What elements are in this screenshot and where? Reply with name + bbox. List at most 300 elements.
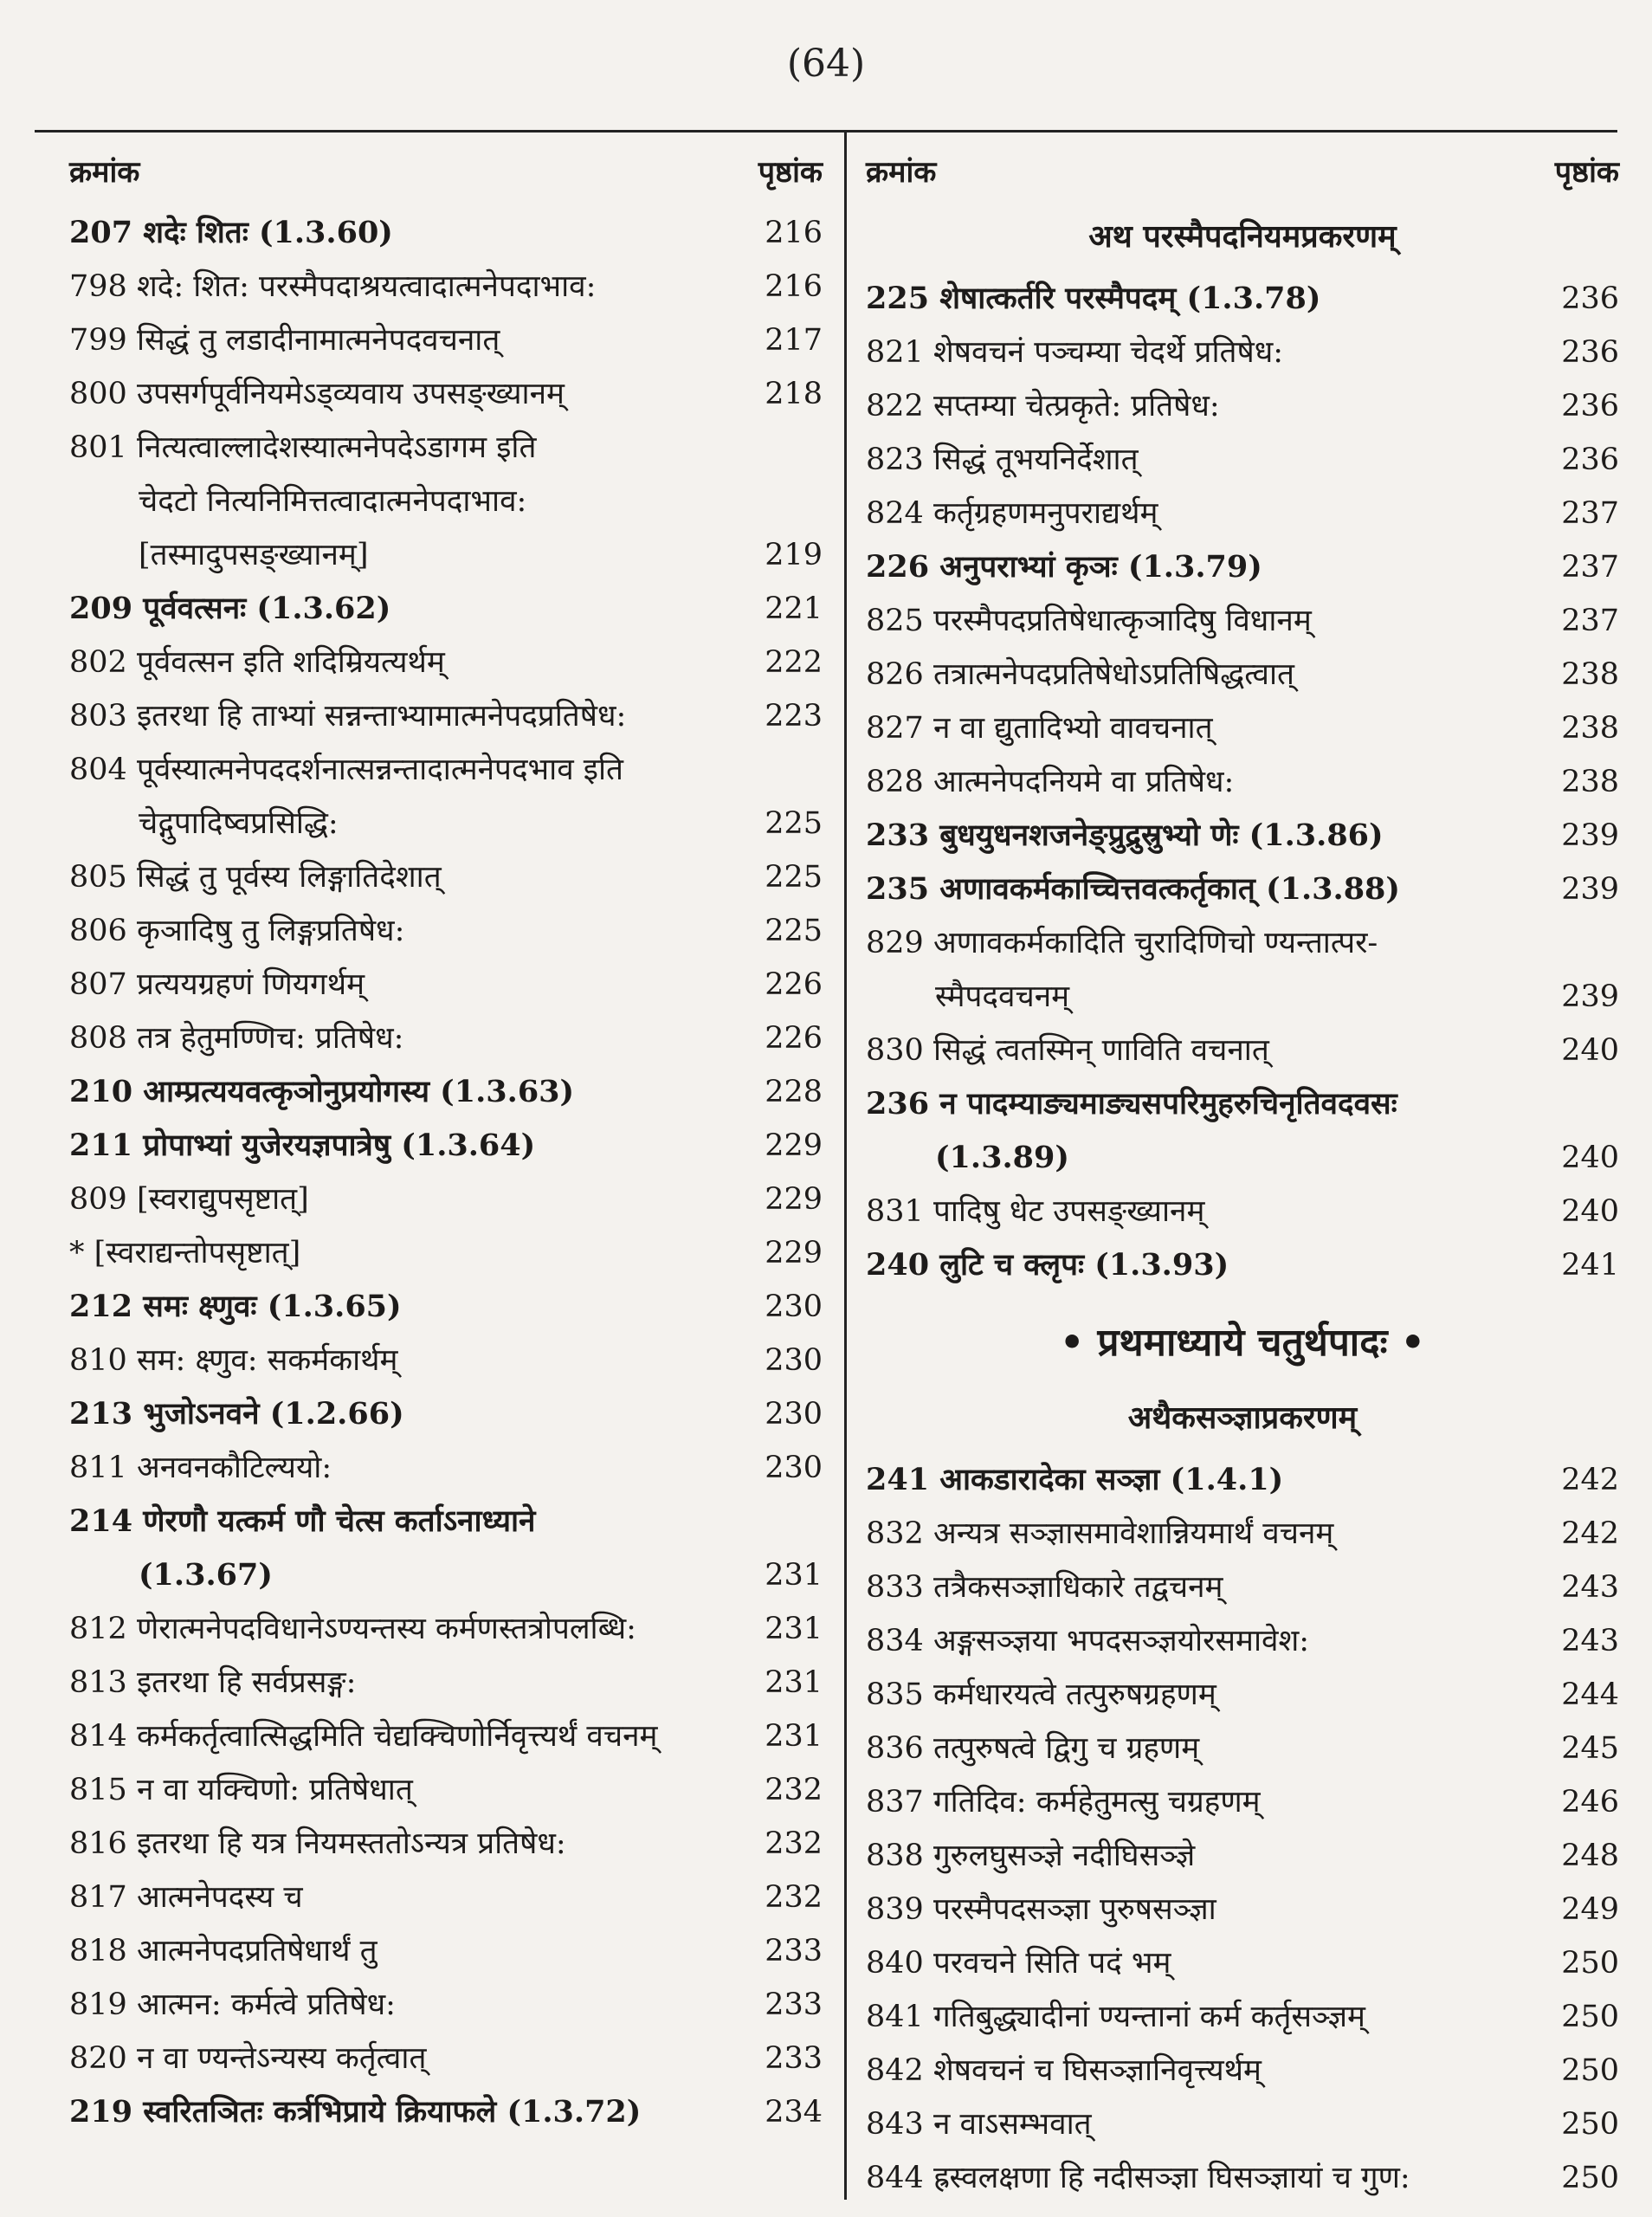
entry-title: समः क्ष्णुवः (1.3.65) — [143, 1289, 402, 1324]
entry-page: 238 — [1561, 657, 1619, 692]
entry-page: 223 — [765, 699, 823, 734]
entry-title: शेषवचनं च घिसञ्ज्ञानिवृत्त्यर्थम् — [932, 2053, 1262, 2088]
entry-page: 226 — [765, 1021, 823, 1056]
entry-text — [866, 2097, 1550, 2151]
entry-page: 243 — [1561, 1570, 1619, 1605]
index-entry — [69, 313, 823, 367]
section-heading: अथ परस्मैपदनियमप्रकरणम् — [1088, 218, 1397, 255]
entry-text — [866, 1453, 1550, 1507]
entry-number: 811 — [69, 1451, 127, 1485]
entry-number: 806 — [69, 914, 127, 948]
index-entry — [69, 421, 823, 582]
entry-number: 804 — [69, 753, 127, 787]
index-entry — [866, 1024, 1619, 1077]
entry-page: 238 — [1561, 765, 1619, 799]
entry-page: 249 — [1561, 1892, 1619, 1927]
entry-number: 214 — [69, 1503, 133, 1539]
entry-number: 839 — [866, 1892, 924, 1927]
index-entry — [866, 1614, 1619, 1668]
index-entry — [866, 594, 1619, 648]
entry-title: अन्यत्र सञ्ज्ञासमावेशान्नियमार्थं वचनम् — [932, 1516, 1334, 1551]
entry-page: 237 — [1561, 550, 1619, 585]
index-entry — [866, 1507, 1619, 1561]
entry-title: सम: क्ष्णुव: सकर्मकार्थम् — [136, 1343, 398, 1378]
entry-number: 236 — [866, 1086, 930, 1121]
entry-text — [866, 863, 1550, 916]
entry-title: बुधयुधनशजनेङ्प्रुद्रुस्रुभ्यो णेः (1.3.86) — [939, 818, 1384, 853]
index-entry — [69, 1173, 823, 1226]
index-entry — [866, 379, 1619, 433]
entry-text — [69, 743, 753, 850]
entry-page: 243 — [1561, 1624, 1619, 1658]
entry-text — [866, 1829, 1550, 1883]
entry-continuation: स्मैपदवचनम् — [935, 979, 1070, 1014]
entry-number: 836 — [866, 1731, 924, 1766]
index-entry — [69, 1871, 823, 1924]
entry-page: 230 — [765, 1451, 823, 1485]
entry-title: इतरथा हि सर्वप्रसङ्ग: — [136, 1665, 357, 1700]
page-number: (64) — [786, 42, 866, 86]
entry-page: 237 — [1561, 604, 1619, 638]
entry-continuation: चेद्गुपादिष्वप्रसिद्धि: — [139, 806, 339, 841]
left-column-header — [69, 147, 823, 197]
index-entry — [69, 206, 823, 260]
page-heading: पृष्ठांक — [1554, 155, 1619, 190]
entry-text — [69, 582, 753, 636]
index-entry — [69, 1334, 823, 1387]
entry-number: 211 — [69, 1128, 133, 1163]
entry-title: तत्र हेतुमण्णिच: प्रतिषेध: — [136, 1021, 404, 1056]
index-entry — [69, 1817, 823, 1871]
entry-title: नित्यत्वाल्लादेशस्यात्मनेपदेऽडागम इति — [136, 430, 537, 465]
entry-title: अनुपराभ्यां कृञः (1.3.79) — [939, 549, 1262, 585]
top-rule — [35, 130, 1617, 133]
entry-number: 210 — [69, 1074, 133, 1109]
entry-text — [866, 809, 1550, 863]
entry-page: 236 — [1561, 443, 1619, 477]
entry-text — [866, 916, 1550, 1024]
column-divider — [844, 130, 847, 2200]
entry-title: अणावकर्मकाच्चित्तवत्कर्तृकात् (1.3.88) — [939, 871, 1400, 907]
entry-page: 242 — [1561, 1516, 1619, 1551]
entry-number: 802 — [69, 645, 127, 680]
entry-number: 807 — [69, 967, 127, 1002]
entry-title: सिद्धं त्वतस्मिन् णाविति वचनात् — [932, 1033, 1269, 1068]
entry-number: 818 — [69, 1934, 127, 1968]
entry-number: 812 — [69, 1612, 127, 1646]
entry-page: 231 — [765, 1558, 823, 1593]
entry-page: 228 — [765, 1075, 823, 1109]
entry-title: परस्मैपदप्रतिषेधात्कृञादिषु विधानम् — [932, 604, 1312, 638]
entry-text — [866, 701, 1550, 755]
entry-number: 816 — [69, 1826, 127, 1861]
index-entry — [866, 326, 1619, 379]
index-entry — [69, 958, 823, 1012]
entry-page: 244 — [1561, 1677, 1619, 1712]
entry-number: 844 — [866, 2161, 924, 2195]
entry-title: शेषवचनं पञ्चम्या चेदर्थे प्रतिषेध: — [932, 335, 1284, 370]
entry-text — [69, 636, 753, 689]
entry-text — [866, 326, 1550, 379]
entry-page: 250 — [1561, 2000, 1619, 2034]
entry-page: 222 — [765, 645, 823, 680]
entry-title: न पादम्याङ्यमाङ्यसपरिमुहरुचिनृतिवदवसः — [939, 1086, 1397, 1121]
entry-page: 230 — [765, 1343, 823, 1378]
entry-continuation: [तस्मादुपसङ्ख्यानम्] — [139, 538, 369, 572]
entry-title: आत्मनेपदस्य च — [136, 1880, 303, 1915]
entry-title: कृञादिषु तु लिङ्गप्रतिषेध: — [136, 914, 405, 948]
entry-page: 233 — [765, 1934, 823, 1968]
index-entry — [69, 582, 823, 636]
entry-title: तत्रैकसञ्ज्ञाधिकारे तद्वचनम् — [932, 1570, 1223, 1605]
entry-text — [866, 1883, 1550, 1936]
index-entry — [866, 433, 1619, 487]
index-entry — [69, 1763, 823, 1817]
entry-number: 240 — [866, 1247, 930, 1283]
index-entry — [69, 689, 823, 743]
entry-page: 231 — [765, 1719, 823, 1754]
index-entry — [866, 1829, 1619, 1883]
entry-title: पूर्ववत्सन इति शदिम्रियत्यर्थम् — [136, 645, 445, 680]
entry-page: 248 — [1561, 1839, 1619, 1873]
entry-title: तत्पुरुषत्वे द्विगु च ग्रहणम् — [932, 1731, 1200, 1766]
entry-title: परस्मैपदसञ्ज्ञा पुरुषसञ्ज्ञा — [932, 1892, 1216, 1927]
index-entry — [866, 1936, 1619, 1990]
entry-page: 225 — [765, 860, 823, 895]
entry-title: उपसर्गपूर्वनियमेऽड्व्यवाय उपसङ्ख्यानम् — [136, 377, 565, 411]
entry-continuation: (1.3.67) — [139, 1557, 273, 1593]
entry-page: 231 — [765, 1612, 823, 1646]
index-entry — [866, 1883, 1619, 1936]
entry-text — [69, 1602, 753, 1656]
entry-title: [स्वराद्यन्तोपसृष्टात्] — [94, 1236, 301, 1270]
entry-number: 225 — [866, 281, 930, 316]
entry-page: 246 — [1561, 1785, 1619, 1819]
entry-title: ह्रस्वलक्षणा हि नदीसञ्ज्ञा घिसञ्ज्ञायां च गुण: — [932, 2161, 1410, 2195]
entry-title: इतरथा हि यत्र नियमस्ततोऽन्यत्र प्रतिषेध: — [136, 1826, 566, 1861]
entry-title: णेरणौ यत्कर्म णौ चेत्स कर्ताऽनाध्याने — [143, 1503, 536, 1539]
index-entry — [866, 916, 1619, 1024]
entry-text — [866, 379, 1550, 433]
entry-page: 239 — [1561, 818, 1619, 853]
entry-number: 823 — [866, 443, 924, 477]
entry-continuation: चेदटो नित्यनिमित्तत्वादात्मनेपदाभाव: — [139, 484, 527, 519]
right-column-header — [866, 147, 1619, 197]
entry-text — [866, 1614, 1550, 1668]
entry-page: 233 — [765, 2041, 823, 2076]
entry-text — [866, 272, 1550, 326]
index-entry — [69, 2032, 823, 2085]
entry-number: 207 — [69, 215, 133, 250]
entry-number: 798 — [69, 269, 127, 304]
entry-text — [69, 1119, 753, 1173]
entry-title: अणावकर्मकादिति चुरादिणिचो ण्यन्तात्पर- — [932, 926, 1378, 960]
entry-page: 234 — [765, 2095, 823, 2130]
entry-text — [69, 1173, 753, 1226]
entry-title: पूर्ववत्सनः (1.3.62) — [143, 591, 391, 626]
entry-text — [69, 1334, 753, 1387]
entry-text — [69, 313, 753, 367]
entry-page: 236 — [1561, 281, 1619, 316]
entry-text — [866, 1775, 1550, 1829]
index-entry — [69, 743, 823, 850]
index-entry — [69, 1065, 823, 1119]
entry-page: 229 — [765, 1128, 823, 1163]
index-entry — [866, 272, 1619, 326]
entry-text — [69, 1495, 753, 1602]
index-entry — [866, 1668, 1619, 1722]
entry-page: 232 — [765, 1880, 823, 1915]
entry-page: 240 — [1561, 1033, 1619, 1068]
entry-number: 829 — [866, 926, 924, 960]
index-entry — [866, 755, 1619, 809]
entry-title: णेरात्मनेपदविधानेऽण्यन्तस्य कर्मणस्तत्रोपलब्धि: — [136, 1612, 636, 1646]
entry-page: 233 — [765, 1988, 823, 2022]
entry-text — [69, 1817, 753, 1871]
entry-text — [69, 904, 753, 958]
entry-title: आत्मनेपदनियमे वा प्रतिषेध: — [932, 765, 1235, 799]
entry-title: सिद्धं तु लडादीनामात्मनेपदवचनात् — [136, 323, 500, 358]
entry-text — [866, 648, 1550, 701]
entry-text — [69, 1387, 753, 1441]
entry-page: 225 — [765, 806, 823, 841]
entry-title: गुरुलघुसञ्ज्ञे नदीघिसञ्ज्ञे — [932, 1839, 1196, 1873]
entry-number: 832 — [866, 1516, 924, 1551]
entry-number: 822 — [866, 389, 924, 423]
entry-number: 825 — [866, 604, 924, 638]
entry-page: 239 — [1561, 979, 1619, 1014]
entry-number: 803 — [69, 699, 127, 734]
serial-heading: क्रमांक — [866, 155, 937, 190]
index-entry — [866, 1185, 1619, 1238]
entry-number: 814 — [69, 1719, 127, 1754]
entry-title: प्रत्ययग्रहणं णियगर्थम् — [136, 967, 365, 1002]
entry-page: 221 — [765, 591, 823, 626]
index-entry — [69, 260, 823, 313]
entry-page: 250 — [1561, 1946, 1619, 1981]
entry-title: कर्तृग्रहणमनुपराद्यर्थम् — [932, 496, 1158, 531]
entry-title: अङ्गसञ्ज्ञया भपदसञ्ज्ञयोरसमावेश: — [932, 1624, 1310, 1658]
index-entry — [69, 2085, 823, 2139]
entry-number: 800 — [69, 377, 127, 411]
entry-title: सिद्धं तूभयनिर्देशात् — [932, 443, 1139, 477]
entry-text — [69, 206, 753, 260]
entry-page: 250 — [1561, 2053, 1619, 2088]
entry-text — [69, 2085, 753, 2139]
index-entry — [866, 487, 1619, 540]
entry-text — [866, 2044, 1550, 2097]
index-entry — [866, 1077, 1619, 1185]
entry-title: आत्मनेपदप्रतिषेधार्थं तु — [136, 1934, 378, 1968]
entry-number: 821 — [866, 335, 924, 370]
index-entry — [69, 1978, 823, 2032]
entry-page: 218 — [765, 377, 823, 411]
entry-text — [69, 367, 753, 421]
entry-text — [866, 594, 1550, 648]
index-entry — [866, 1561, 1619, 1614]
entry-text — [69, 421, 753, 582]
right-column — [866, 147, 1619, 2205]
entry-page: 225 — [765, 914, 823, 948]
entry-title: प्रोपाभ्यां युजेरयज्ञपात्रेषु (1.3.64) — [143, 1128, 536, 1163]
entry-text — [866, 1024, 1550, 1077]
entry-page: 245 — [1561, 1731, 1619, 1766]
index-entry — [69, 1119, 823, 1173]
index-entry — [866, 2097, 1619, 2151]
entry-text — [866, 1561, 1550, 1614]
index-entry — [69, 1441, 823, 1495]
entry-title: आकडारादेका सञ्ज्ञा (1.4.1) — [939, 1462, 1284, 1497]
entry-title: न वाऽसम्भवात् — [932, 2107, 1092, 2142]
entry-number: 831 — [866, 1194, 924, 1229]
entry-page: 238 — [1561, 711, 1619, 746]
entry-title: लुटि च क्लृपः (1.3.93) — [939, 1247, 1229, 1283]
index-entry — [866, 809, 1619, 863]
entry-text — [866, 1185, 1550, 1238]
entry-title: शेषात्कर्तरि परस्मैपदम् (1.3.78) — [939, 281, 1321, 316]
entry-text — [866, 1077, 1550, 1185]
entry-text — [69, 1924, 753, 1978]
entry-number: 828 — [866, 765, 924, 799]
entry-number: 219 — [69, 2094, 133, 2130]
entry-number: 213 — [69, 1396, 133, 1432]
index-entry — [69, 1495, 823, 1602]
entry-page: 230 — [765, 1397, 823, 1432]
entry-text — [866, 433, 1550, 487]
entry-number: 233 — [866, 818, 930, 853]
entry-number: 842 — [866, 2053, 924, 2088]
entry-number: 837 — [866, 1785, 924, 1819]
entry-number: 226 — [866, 549, 930, 585]
entry-number: 827 — [866, 711, 924, 746]
entry-title: अनवनकौटिल्ययो: — [136, 1451, 332, 1485]
index-entry — [69, 1924, 823, 1978]
entry-number: 826 — [866, 657, 924, 692]
page-heading: पृष्ठांक — [758, 155, 823, 190]
index-entry — [866, 540, 1619, 594]
entry-text — [69, 1763, 753, 1817]
index-entry — [866, 863, 1619, 916]
entry-text — [69, 1441, 753, 1495]
entry-text — [69, 1656, 753, 1710]
index-entry — [69, 1710, 823, 1763]
entry-number: 809 — [69, 1182, 127, 1217]
entry-page: 229 — [765, 1236, 823, 1270]
entry-page: 250 — [1561, 2107, 1619, 2142]
index-entry — [866, 1238, 1619, 1292]
entry-continuation: (1.3.89) — [935, 1140, 1069, 1175]
entry-number: 212 — [69, 1289, 133, 1324]
entry-title: पादिषु धेट उपसङ्ख्यानम् — [932, 1194, 1205, 1229]
entry-number: 833 — [866, 1570, 924, 1605]
entry-page: 226 — [765, 967, 823, 1002]
entry-page: 231 — [765, 1665, 823, 1700]
entry-page: 240 — [1561, 1141, 1619, 1175]
entry-number: 840 — [866, 1946, 924, 1981]
index-entry — [69, 636, 823, 689]
entry-number: 235 — [866, 871, 930, 907]
entry-number: 830 — [866, 1033, 924, 1068]
entry-text — [866, 487, 1550, 540]
entry-page: 229 — [765, 1182, 823, 1217]
entry-title: परवचने सिति पदं भम् — [932, 1946, 1171, 1981]
entry-text — [866, 1238, 1550, 1292]
index-entry — [69, 850, 823, 904]
index-entry — [69, 904, 823, 958]
index-entry — [866, 701, 1619, 755]
entry-title: आम्प्रत्ययवत्कृञोनुप्रयोगस्य (1.3.63) — [143, 1074, 575, 1109]
entry-title: [स्वराद्युपसृष्टात्] — [136, 1182, 309, 1217]
index-entry — [69, 1226, 823, 1280]
entry-text — [866, 1936, 1550, 1990]
index-entry — [69, 1012, 823, 1065]
entry-text — [69, 1065, 753, 1119]
entry-number: 813 — [69, 1665, 127, 1700]
entry-title: सप्तम्या चेत्प्रकृते: प्रतिषेध: — [932, 389, 1220, 423]
entry-title: इतरथा हि ताभ्यां सन्नन्ताभ्यामात्मनेपदप्रतिषेध: — [136, 699, 627, 734]
entry-text — [866, 2151, 1550, 2205]
index-entry — [866, 1990, 1619, 2044]
index-entry — [866, 1775, 1619, 1829]
entry-page: 232 — [765, 1773, 823, 1807]
entry-title: न वा द्युतादिभ्यो वावचनात् — [932, 711, 1213, 746]
index-entry — [69, 1387, 823, 1441]
entry-number: 841 — [866, 2000, 924, 2034]
entry-page: 236 — [1561, 389, 1619, 423]
entry-text — [866, 540, 1550, 594]
section-heading: अथैकसञ्ज्ञाप्रकरणम् — [1127, 1399, 1358, 1436]
entry-text — [69, 850, 753, 904]
entry-number: 820 — [69, 2041, 127, 2076]
entry-page: 232 — [765, 1826, 823, 1861]
entry-title: शदे: शित: परस्मैपदाश्रयत्वादात्मनेपदाभाव: — [136, 269, 597, 304]
right-entry-list — [866, 272, 1619, 1292]
entry-title: पूर्वस्यात्मनेपददर्शनात्सन्नन्तादात्मनेपदभाव इति — [136, 753, 623, 787]
entry-number: 834 — [866, 1624, 924, 1658]
entry-text — [866, 1990, 1550, 2044]
entry-text — [866, 755, 1550, 809]
entry-page: 250 — [1561, 2161, 1619, 2195]
entry-title: न वा यक्चिणो: प्रतिषेधात् — [136, 1773, 413, 1807]
entry-number: 810 — [69, 1343, 127, 1378]
entry-text — [69, 260, 753, 313]
index-entry — [69, 1656, 823, 1710]
entry-number: 819 — [69, 1988, 127, 2022]
entry-text — [69, 1978, 753, 2032]
entry-title: सिद्धं तु पूर्वस्य लिङ्गातिदेशात् — [136, 860, 442, 895]
index-entry — [866, 2044, 1619, 2097]
entry-text — [69, 1226, 753, 1280]
entry-page: 240 — [1561, 1194, 1619, 1229]
entry-text — [69, 689, 753, 743]
entry-title: आत्मन: कर्मत्वे प्रतिषेध: — [136, 1988, 396, 2022]
entry-number: 824 — [866, 496, 924, 531]
entry-number: 843 — [866, 2107, 924, 2142]
index-entry — [69, 367, 823, 421]
entry-text — [69, 1710, 753, 1763]
entry-page: 236 — [1561, 335, 1619, 370]
index-entry — [866, 2151, 1619, 2205]
entry-page: 241 — [1561, 1248, 1619, 1283]
entry-page: 239 — [1561, 872, 1619, 907]
entry-number: 799 — [69, 323, 127, 358]
entry-text — [866, 1507, 1550, 1561]
entry-text — [69, 1012, 753, 1065]
entry-page: 217 — [765, 323, 823, 358]
serial-heading: क्रमांक — [69, 155, 140, 190]
entry-page: 242 — [1561, 1463, 1619, 1497]
right-entry-list — [866, 1453, 1619, 2205]
